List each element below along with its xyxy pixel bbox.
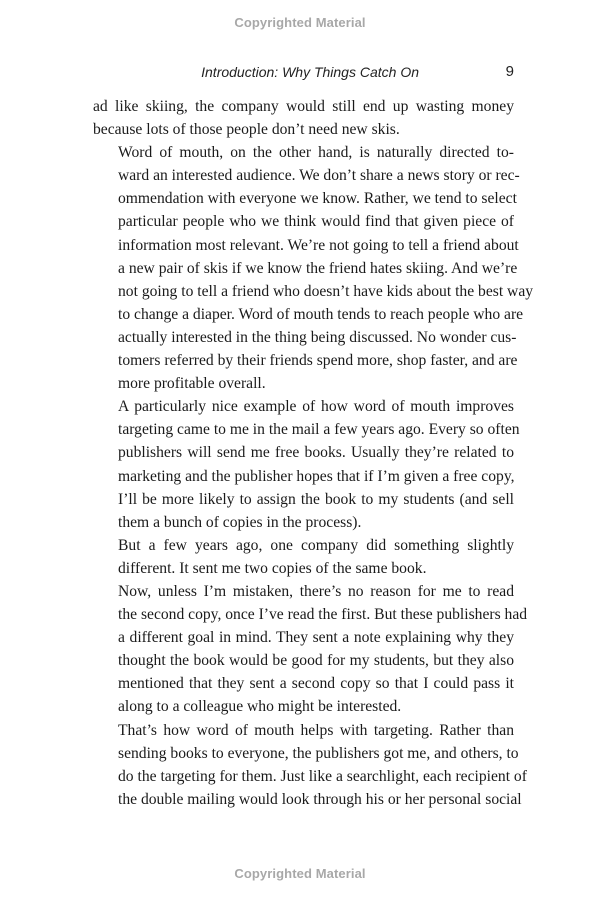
text-line: That’s how word of mouth helps with targeting. Rather than (118, 721, 514, 739)
text-line: tomers referred by their friends spend more, shop faster, and are (118, 352, 518, 370)
text-line: publishers will send me free books. Usually they’re related to (118, 444, 514, 462)
text-line: marketing and the publisher hopes that if I’m given a free copy, (118, 467, 515, 485)
text-line: them a bunch of copies in the process). (118, 513, 362, 531)
paragraph (93, 534, 514, 580)
text-line: A particularly nice example of how word of mouth improves (118, 398, 514, 416)
text-line: mentioned that they sent a second copy so that I could pass it (118, 675, 514, 693)
text-line: not going to tell a friend who doesn’t have kids about the best way (118, 282, 534, 300)
text-line: Word of mouth, on the other hand, is naturally directed to- (118, 144, 514, 162)
text-line: more profitable overall. (118, 375, 266, 393)
paragraph (93, 580, 528, 719)
text-line: But a few years ago, one company did something slightly (118, 536, 514, 554)
text-line: ad like skiing, the company would still end up wasting money (93, 98, 514, 115)
text-line: the double mailing would look through his or her personal social (118, 790, 522, 808)
text-line: actually interested in the thing being discussed. No wonder cus- (118, 328, 517, 346)
page-number: 9 (505, 63, 514, 80)
copyright-watermark-top: Copyrighted Material (234, 15, 366, 30)
text-line: particular people who we think would find that given piece of (118, 213, 514, 231)
text-line: along to a colleague who might be interested. (118, 698, 402, 716)
copyright-watermark-bottom: Copyrighted Material (234, 866, 366, 881)
text-line: Now, unless I’m mistaken, there’s no reason for me to read (118, 582, 514, 600)
text-line: thought the book would be good for my students, but they also (118, 652, 514, 670)
text-line: ommendation with everyone we know. Rather, we tend to select (118, 190, 517, 208)
text-line: information most relevant. We’re not going to tell a friend about (118, 236, 519, 254)
paragraph (93, 395, 520, 534)
text-line: ward an interested audience. We don’t share a news story or rec- (118, 167, 520, 185)
text-line: a different goal in mind. They sent a note explaining why they (118, 629, 514, 647)
running-head (93, 62, 514, 84)
text-line: do the targeting for them. Just like a searchlight, each recipient of (118, 767, 527, 785)
text-line: sending books to everyone, the publishers got me, and others, to (118, 744, 519, 762)
paragraph (93, 95, 514, 141)
text-line: I’ll be more likely to assign the book to my students (and sell (118, 490, 514, 508)
paragraph (93, 719, 527, 811)
text-line: different. It sent me two copies of the same book. (118, 559, 427, 577)
text-line: because lots of those people don’t need new skis. (93, 121, 400, 139)
body-text (93, 95, 534, 811)
text-line: the second copy, once I’ve read the first. But these publishers had (118, 606, 528, 624)
text-line: a new pair of skis if we know the friend hates skiing. And we’re (118, 259, 518, 277)
text-line: targeting came to me in the mail a few years ago. Every so often (118, 421, 520, 439)
text-line: to change a diaper. Word of mouth tends to reach people who are (118, 305, 524, 323)
chapter-title: Introduction: Why Things Catch On (201, 64, 419, 80)
paragraph (93, 141, 534, 395)
